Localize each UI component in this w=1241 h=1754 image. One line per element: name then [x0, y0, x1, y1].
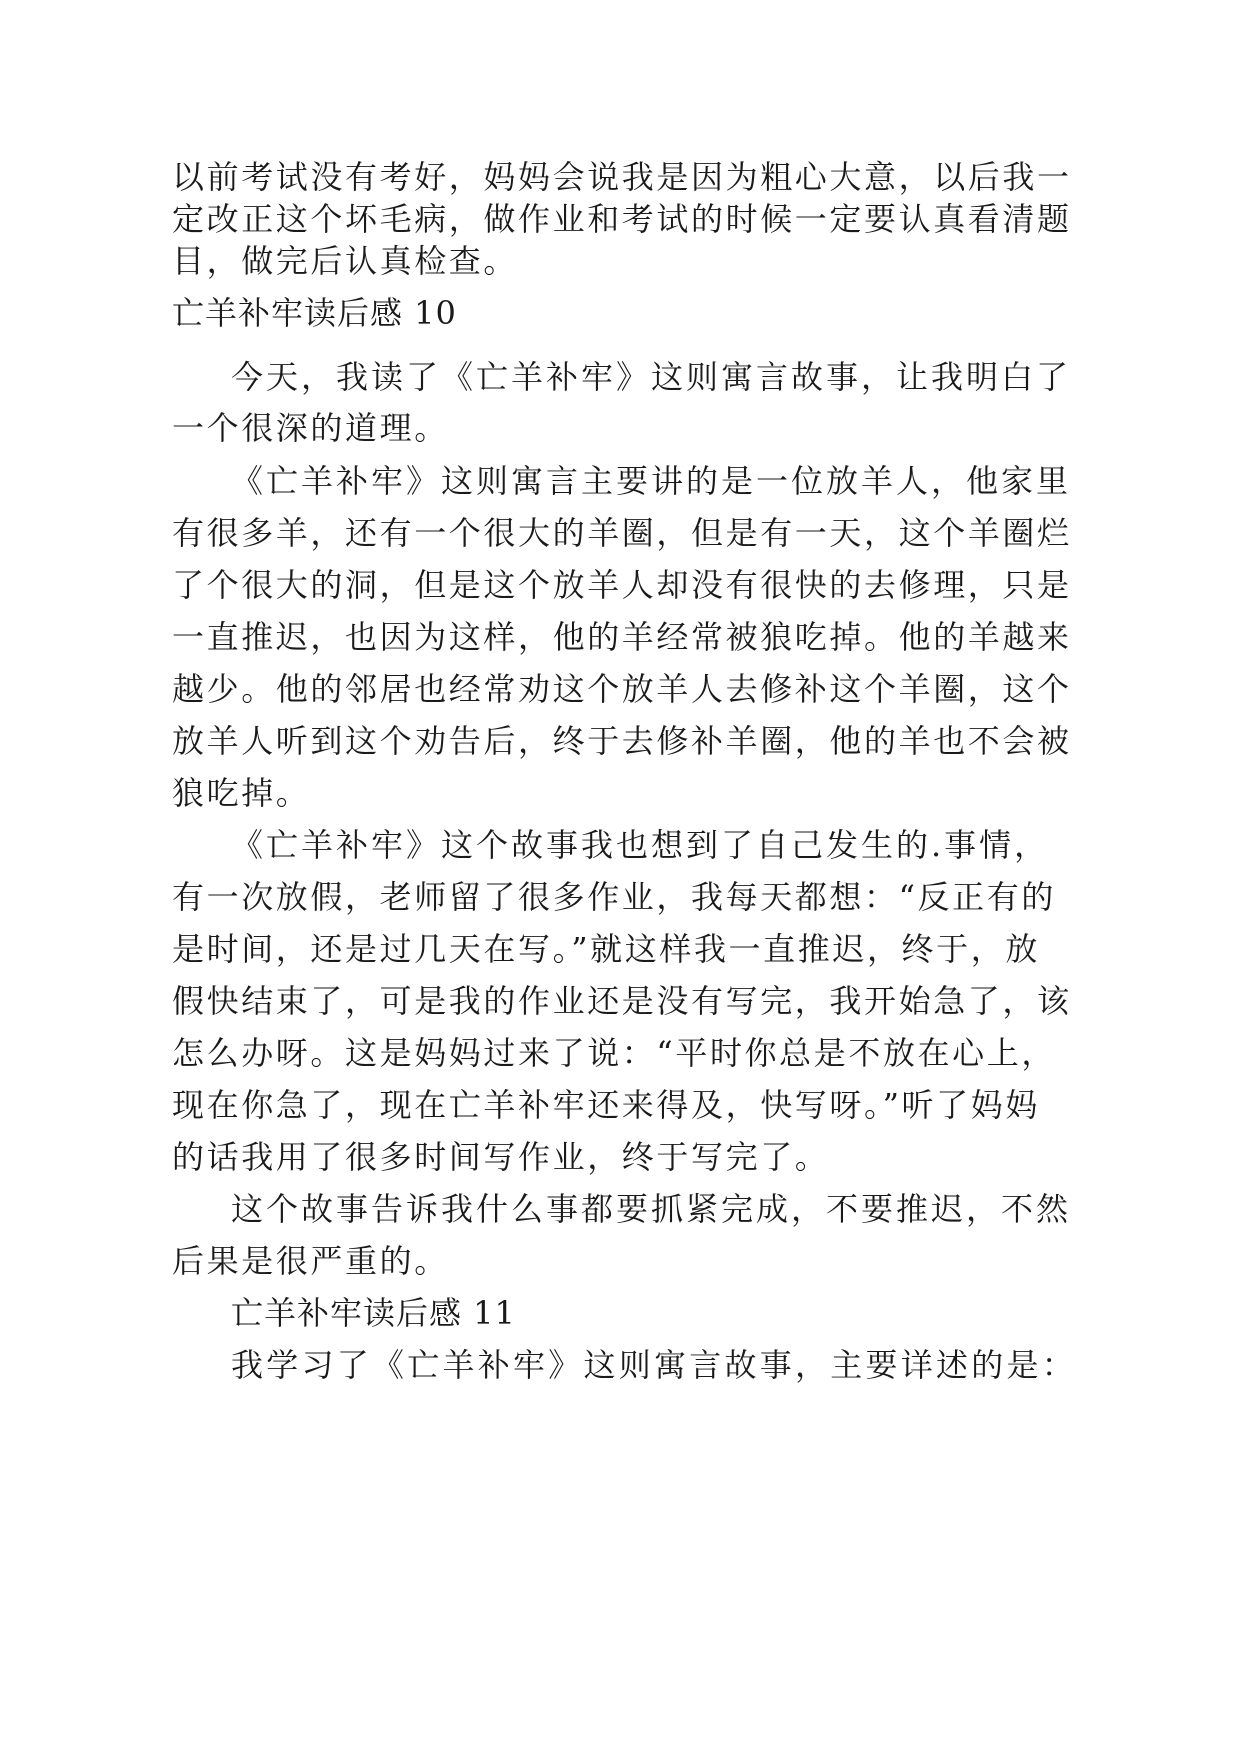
section-heading: 亡羊补牢读后感 11: [231, 1294, 516, 1332]
text-line: 《亡羊补牢》这个故事我也想到了自己发生的.事情，: [231, 826, 1050, 864]
text-line: 一直推迟，也因为这样，他的羊经常被狼吃掉。他的羊越来: [172, 618, 1072, 656]
text-line: 这个故事告诉我什么事都要抓紧完成，不要推迟，不然: [231, 1190, 1072, 1228]
text-line: 以前考试没有考好，妈妈会说我是因为粗心大意，以后我一: [172, 158, 1072, 196]
text-line: 狼吃掉。: [172, 774, 311, 812]
text-line: 定改正这个坏毛病，做作业和考试的时候一定要认真看清题: [172, 200, 1072, 238]
text-line: 现在你急了，现在亡羊补牢还来得及，快写呀。”听了妈妈: [172, 1086, 1040, 1124]
text-line: 《亡羊补牢》这则寓言主要讲的是一位放羊人，他家里: [231, 462, 1072, 500]
text-line: 放羊人听到这个劝告后，终于去修补羊圈，他的羊也不会被: [172, 722, 1072, 760]
text-line: 越少。他的邻居也经常劝这个放羊人去修补这个羊圈，这个: [172, 670, 1072, 708]
text-line: 后果是很严重的。: [172, 1242, 449, 1280]
text-line: 假快结束了，可是我的作业还是没有写完，我开始急了，该: [172, 982, 1072, 1020]
text-line: 我学习了《亡羊补牢》这则寓言故事，主要详述的是：: [231, 1346, 1078, 1384]
text-line: 怎么办呀。这是妈妈过来了说：“平时你总是不放在心上，: [172, 1034, 1056, 1072]
section-heading: 亡羊补牢读后感 10: [172, 294, 457, 332]
text-line: 今天，我读了《亡羊补牢》这则寓言故事，让我明白了: [231, 358, 1072, 396]
text-line: 了个很大的洞，但是这个放羊人却没有很快的去修理，只是: [172, 566, 1072, 604]
text-line: 是时间，还是过几天在写。”就这样我一直推迟，终于，放: [172, 930, 1040, 968]
text-line: 的话我用了很多时间写作业，终于写完了。: [172, 1138, 830, 1176]
text-line: 目，做完后认真检查。: [172, 242, 519, 280]
text-line: 有很多羊，还有一个很大的羊圈，但是有一天，这个羊圈烂: [172, 514, 1072, 552]
text-line: 有一次放假，老师留了很多作业，我每天都想：“反正有的: [172, 878, 1056, 916]
text-line: 一个很深的道理。: [172, 409, 449, 447]
